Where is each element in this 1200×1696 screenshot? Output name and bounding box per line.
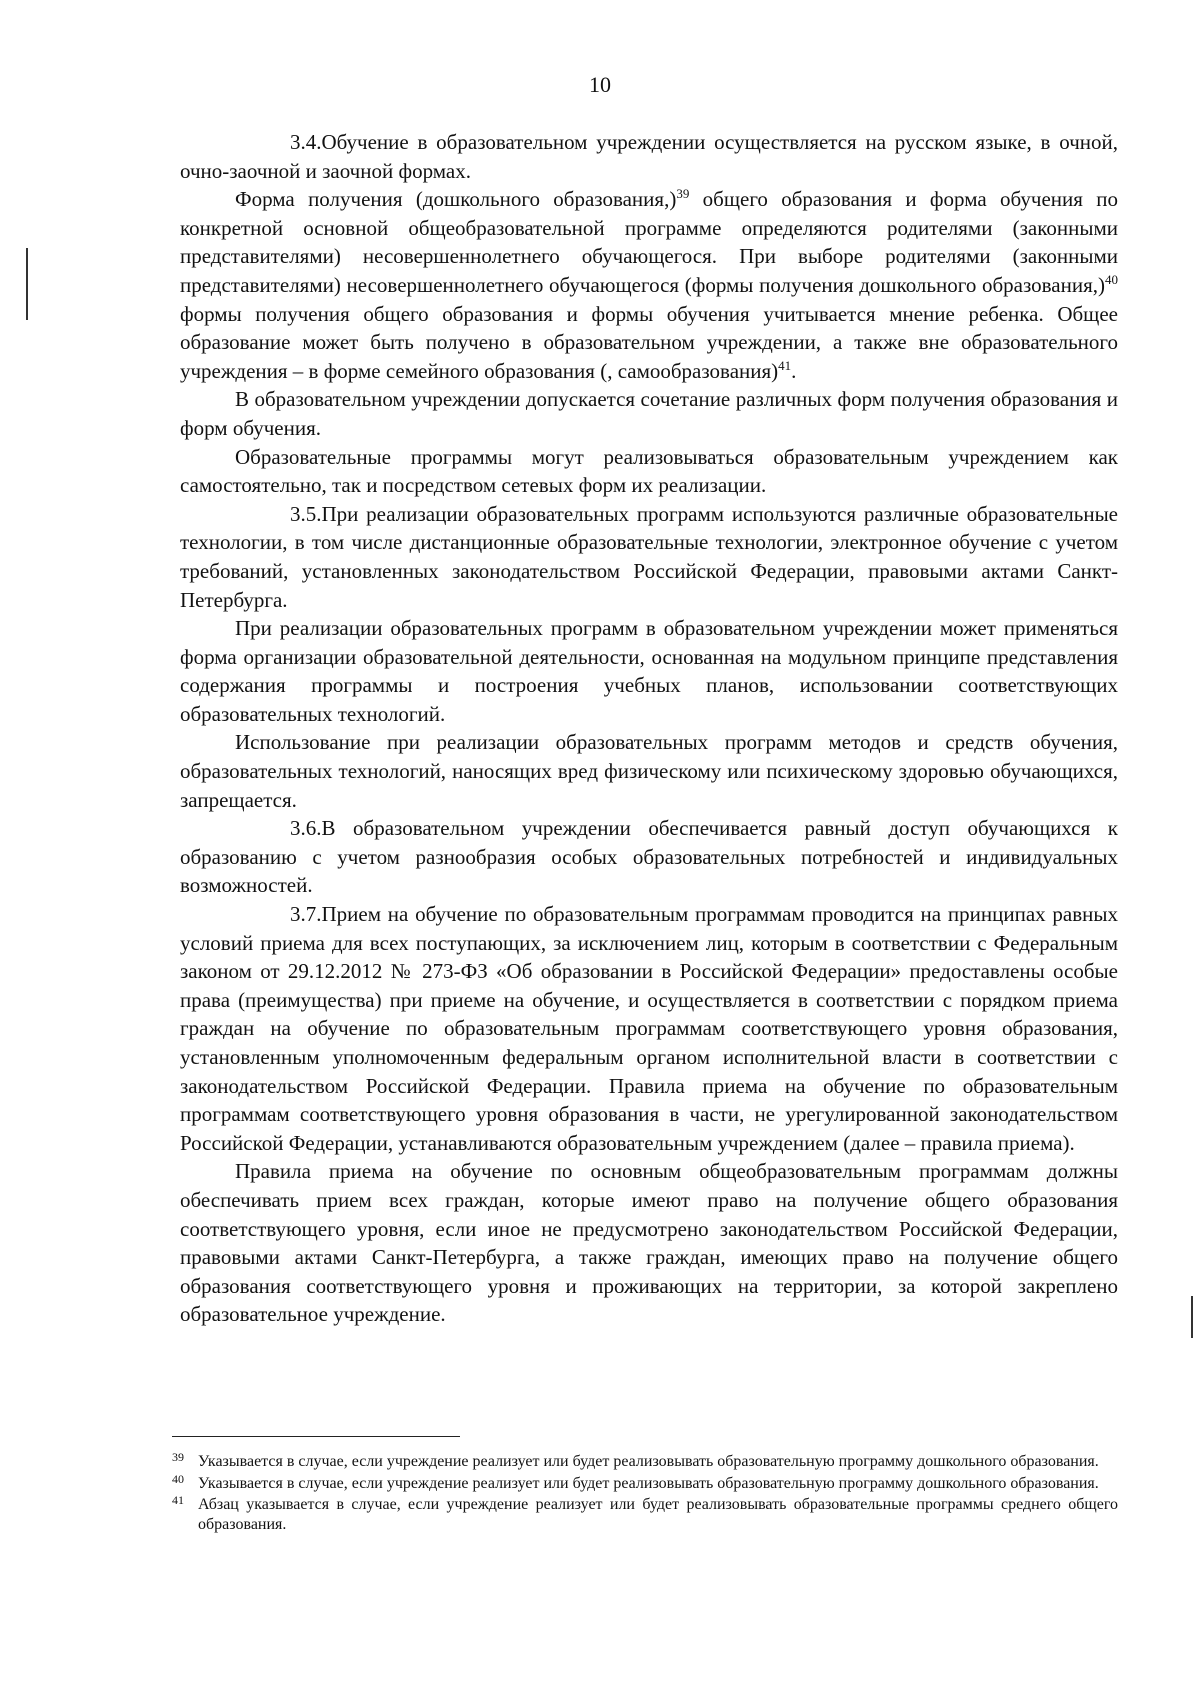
paragraph-text: формы получения общего образования и формы обучения учитывается мнение ребенка. Общее образование может быть получено в образовательном учреждении, а также вне образовательного учреждения – в форме семейного образования (, самообразования): [180, 301, 1118, 383]
footnote-text: Абзац указывается в случае, если учреждение реализует или будет реализовывать образовательные программы среднего общего образования.: [198, 1496, 1118, 1533]
paragraph-education-form: [180, 185, 1118, 385]
paragraph-3-5: [180, 500, 1118, 614]
paragraph-prohibited-methods: Использование при реализации образовательных программ методов и средств обучения, образовательных технологий, наносящих вред физическому или психическому здоровью обучающихся, запрещается.: [180, 730, 1118, 812]
clause-number: 3.7.: [290, 902, 322, 927]
paragraph-text: Форма получения (дошкольного образования,): [235, 187, 677, 212]
clause-number: 3.4.: [290, 130, 322, 154]
document-body: [180, 128, 1118, 1329]
paragraph-3-7: [180, 900, 1118, 1157]
paragraph-text: При реализации образовательных программ используются различные образовательные технологии, в том числе дистанционные образовательные технологии, электронное обучение с учетом требований, установленных законодательством Российской Федерации, правовыми актами Санкт-Петербурга.: [180, 501, 1118, 612]
paragraph-3-4: [180, 128, 1118, 185]
paragraph-3-6: [180, 814, 1118, 900]
footnote-41: [172, 1495, 1118, 1534]
footnote-mark: 41: [172, 1493, 184, 1507]
footnote-ref-41[interactable]: 41: [778, 357, 792, 373]
footnotes: [172, 1452, 1118, 1536]
footnote-39: [172, 1452, 1118, 1472]
footnote-separator: [172, 1436, 460, 1437]
paragraph-network-forms: Образовательные программы могут реализовываться образовательным учреждением как самостоятельно, так и посредством сетевых форм их реализации.: [180, 444, 1118, 498]
paragraph-text: Прием на обучение по образовательным программам проводится на принципах равных условий приема для всех поступающих, за исключением лиц, которым в соответствии с Федеральным законом от 29.12.2012 № 273-ФЗ «Об образовании в Российской Федерации» предоставлены особые права (преимущества) при приеме на обучение, и осуществляется в соответствии с порядком приема граждан на обучение по образовательным программам соответствующего уровня образования, установленным уполномоченным федеральным органом исполнительной власти в соответствии с законодательством Российской Федерации. Правила приема на обучение по образовательным программам соответствующего уровня образования в части, не урегулированной законодательством Российской Федерации, устанавливаются образовательным учреждением (далее – правила приема).: [180, 902, 1118, 1155]
paragraph-modular-principle: При реализации образовательных программ в образовательном учреждении может применяться форма организации образовательной деятельности, основанная на модульном принципе представления содержания программы и построения учебных планов, использовании соответствующих образовательных технологий.: [180, 616, 1118, 726]
footnote-ref-39[interactable]: 39: [676, 186, 690, 202]
footnote-40: [172, 1471, 1118, 1494]
paragraph-text: .: [791, 358, 797, 383]
paragraph-admission-rules: Правила приема на обучение по основным общеобразовательным программам должны обеспечивать прием всех граждан, которые имеют право на получение общего образования соответствующего уровня, если иное не предусмотрено законодательством Российской Федерации, правовыми актами Санкт-Петербурга, а также граждан, имеющих право на получение общего образования соответствующего уровня и проживающих на территории, за которой закреплено образовательное учреждение.: [180, 1159, 1118, 1327]
footnote-mark: 39: [172, 1450, 184, 1464]
paragraph-combined-forms: В образовательном учреждении допускается сочетание различных форм получения образования и форм обучения.: [180, 387, 1118, 440]
clause-number: 3.5.: [290, 501, 322, 526]
footnote-text: Указывается в случае, если учреждение реализует или будет реализовывать образовательную программу дошкольного образования.: [198, 1474, 1099, 1492]
paragraph-text: В образовательном учреждении обеспечивается равный доступ обучающихся к образованию с учетом разнообразия особых образовательных потребностей и индивидуальных возможностей.: [180, 816, 1118, 898]
footnote-mark: 40: [172, 1471, 184, 1486]
scan-margin-mark: [26, 248, 28, 320]
scan-margin-mark: [1191, 1296, 1193, 1338]
footnote-text: Указывается в случае, если учреждение реализует или будет реализовывать образовательную программу дошкольного образования.: [198, 1453, 1099, 1470]
paragraph-text: Обучение в образовательном учреждении осуществляется на русском языке, в очной, очно-заочной и заочной формах.: [180, 130, 1118, 183]
footnote-ref-40[interactable]: 40: [1105, 271, 1118, 287]
paragraph-text: общего образования и форма обучения по конкретной основной общеобразовательной программе определяются родителями (законными представителями) несовершеннолетнего обучающегося. При выборе родителями (законными представителями) несовершеннолетнего обучающегося (формы получения дошкольного образования,): [180, 187, 1118, 297]
clause-number: 3.6.: [290, 816, 322, 841]
page-number: 10: [589, 72, 611, 97]
